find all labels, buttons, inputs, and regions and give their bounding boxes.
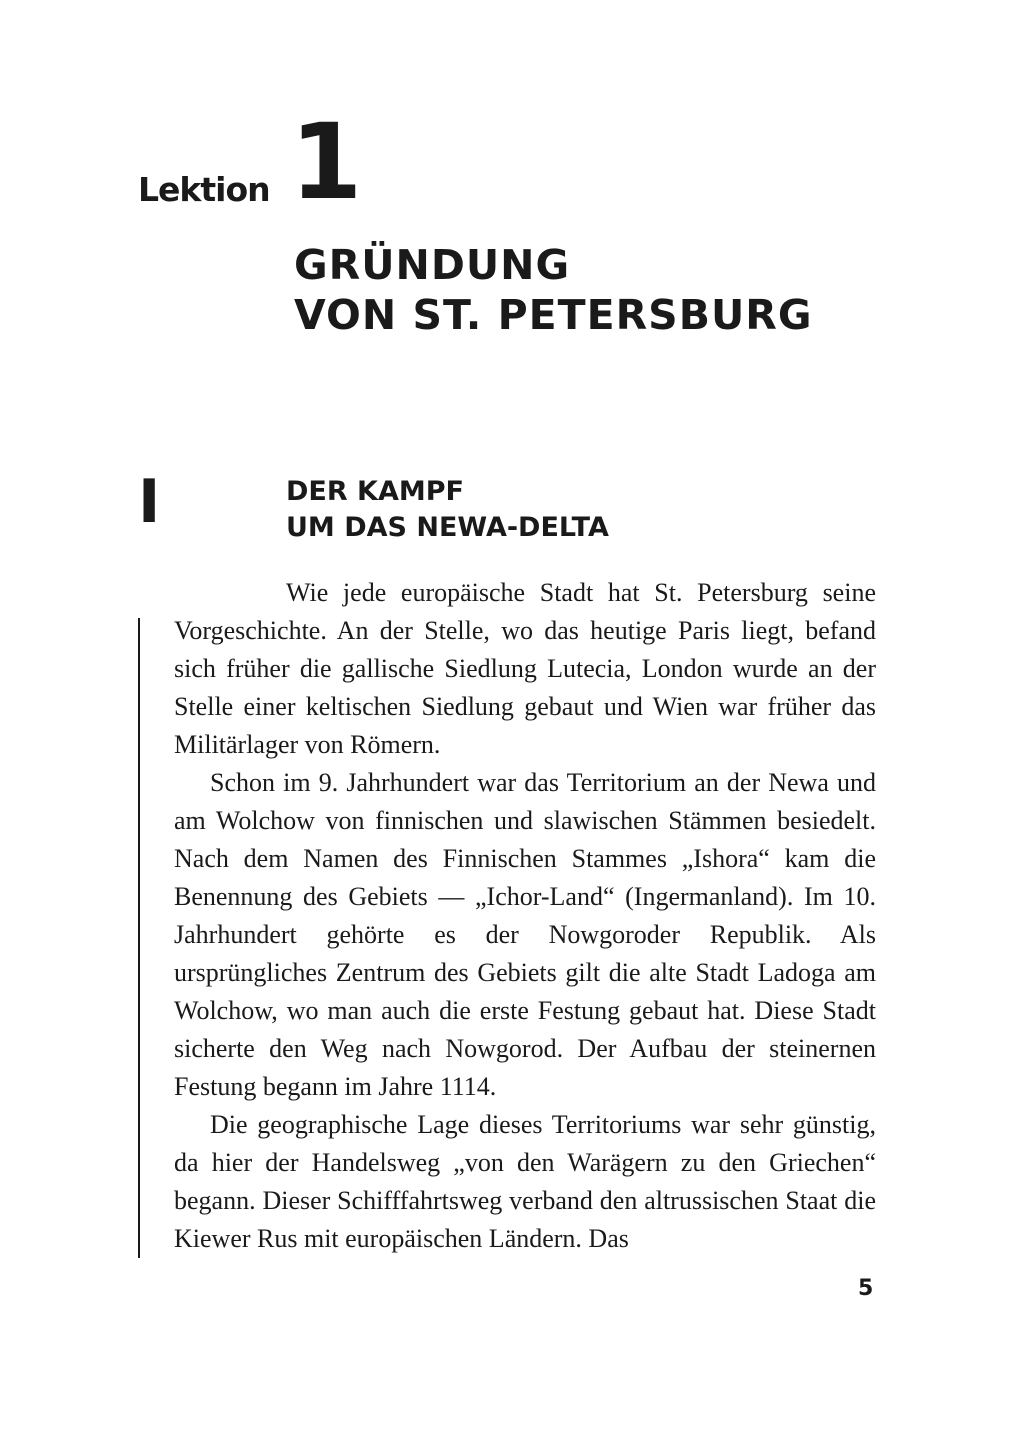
- lesson-label: Lektion: [138, 170, 270, 209]
- body-text: [174, 574, 876, 1258]
- section-title-line-1: DER KAMPF: [286, 476, 464, 507]
- section-numeral: I: [138, 467, 161, 537]
- chapter-title-line-2: VON ST. PETERSBURG: [294, 291, 813, 339]
- section-title-line-2: UM DAS NEWA-DELTA: [286, 512, 609, 543]
- page-number: 5: [858, 1276, 874, 1301]
- chapter-title-line-1: GRÜNDUNG: [294, 241, 571, 289]
- lesson-number: 1: [290, 101, 363, 223]
- chapter-title: [294, 240, 812, 340]
- paragraph: Wie jede europäische Stadt hat St. Petersburg seine Vorgeschichte. An der Stelle, wo das heutige Paris liegt, befand sich früher die gallische Siedlung Lutecia, London wurde an der Stelle einer keltischen Siedlung gebaut und Wien war früher das Militärlager von Römern.: [174, 578, 876, 759]
- paragraph: Die geographische Lage dieses Territoriums war sehr günstig, da hier der Handelsweg „von den Warägern zu den Griechen“ begann. Dieser Schifffahrtsweg verband den altrussischen Staat die Kiewer Rus mit europäischen Ländern. Das: [174, 1110, 876, 1253]
- section-title: [286, 474, 609, 546]
- paragraph: Schon im 9. Jahrhundert war das Territorium an der Newa und am Wolchow von finnischen und slawischen Stämmen besiedelt. Nach dem Namen des Finnischen Stammes „Ishora“ kam die Benennung des Gebiets — „Ichor-Land“ (Ingermanland). Im 10. Jahrhundert gehörte es der Nowgoroder Republik. Als ursprüngliches Zentrum des Gebiets gilt die alte Stadt Ladoga am Wolchow, wo man auch die erste Festung gebaut hat. Diese Stadt sicherte den Weg nach Nowgorod. Der Aufbau der steinernen Festung begann im Jahre 1114.: [174, 768, 876, 1101]
- margin-rule: [138, 618, 140, 1258]
